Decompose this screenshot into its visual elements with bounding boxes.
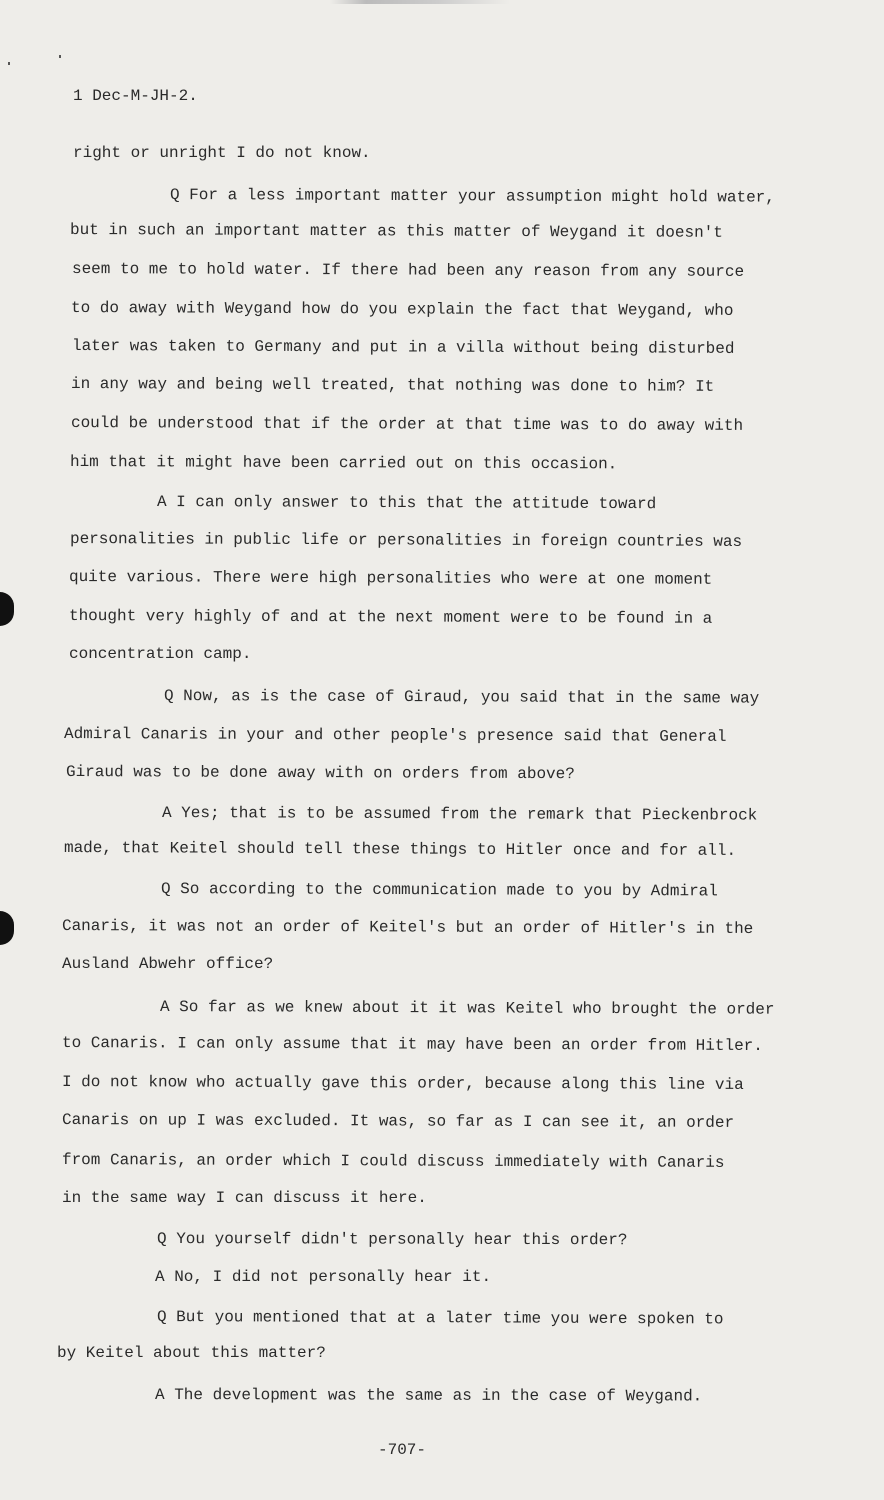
text-line: later was taken to Germany and put in a villa without being disturbed xyxy=(71,337,735,358)
text-line: seem to me to hold water. If there had been any reason from any source xyxy=(71,260,745,281)
text-line: Ausland Abwehr office? xyxy=(62,955,274,973)
binding-hole xyxy=(0,911,14,945)
text-line: could be understood that if the order at that time was to do away with xyxy=(70,414,744,435)
text-line: I do not know who actually gave this order, because along this line via xyxy=(61,1073,744,1094)
text-line: Q You yourself didn't personally hear this order? xyxy=(156,1230,628,1250)
text-line: him that it might have been carried out on this occasion. xyxy=(69,453,618,474)
top-edge-mark xyxy=(330,0,510,4)
text-line: Giraud was to be done away with on orders from above? xyxy=(65,763,575,784)
text-line: from Canaris, an order which I could discuss immediately with Canaris xyxy=(61,1151,725,1172)
text-line: Q So according to the communication made to you by Admiral xyxy=(160,880,718,901)
text-line: concentration camp. xyxy=(69,645,252,663)
text-line: Canaris on up I was excluded. It was, so far as I can see it, an order xyxy=(61,1111,735,1132)
text-line: Q For a less important matter your assumption might hold water, xyxy=(169,186,775,207)
page-number: -707- xyxy=(378,1441,427,1459)
text-line: to Canaris. I can only assume that it may have been an order from Hitler. xyxy=(61,1034,763,1056)
text-line: A I can only answer to this that the attitude toward xyxy=(156,493,657,514)
margin-mark xyxy=(8,62,10,65)
text-line: quite various. There were high personalities who were at one moment xyxy=(68,568,713,589)
text-line: right or unright I do not know. xyxy=(73,144,371,162)
text-line: but in such an important matter as this matter of Weygand it doesn't xyxy=(69,221,723,242)
text-line: in the same way I can discuss it here. xyxy=(62,1189,427,1207)
text-line: personalities in public life or personalities in foreign countries was xyxy=(69,530,743,551)
text-line: Admiral Canaris in your and other people's presence said that General xyxy=(63,725,727,746)
text-line: to do away with Weygand how do you explain the fact that Weygand, who xyxy=(70,299,734,320)
text-line: by Keitel about this matter? xyxy=(57,1344,326,1362)
document-header: 1 Dec-M-JH-2. xyxy=(73,87,198,105)
text-line: Q Now, as is the case of Giraud, you said that in the same way xyxy=(163,687,760,708)
text-line: A The development was the same as in the case of Weygand. xyxy=(154,1386,703,1406)
text-line: made, that Keitel should tell these things to Hitler once and for all. xyxy=(63,839,737,860)
binding-hole xyxy=(0,592,14,626)
text-line: A Yes; that is to be assumed from the remark that Pieckenbrock xyxy=(161,804,758,825)
text-line: in any way and being well treated, that nothing was done to him? It xyxy=(70,375,715,396)
text-line: Q But you mentioned that at a later time you were spoken to xyxy=(156,1308,724,1329)
text-line: A No, I did not personally hear it. xyxy=(155,1268,492,1286)
text-line: A So far as we knew about it it was Keitel who brought the order xyxy=(159,998,775,1019)
margin-mark xyxy=(59,55,61,58)
text-line: Canaris, it was not an order of Keitel's but an order of Hitler's in the xyxy=(61,917,754,939)
text-line: thought very highly of and at the next moment were to be found in a xyxy=(68,607,713,628)
